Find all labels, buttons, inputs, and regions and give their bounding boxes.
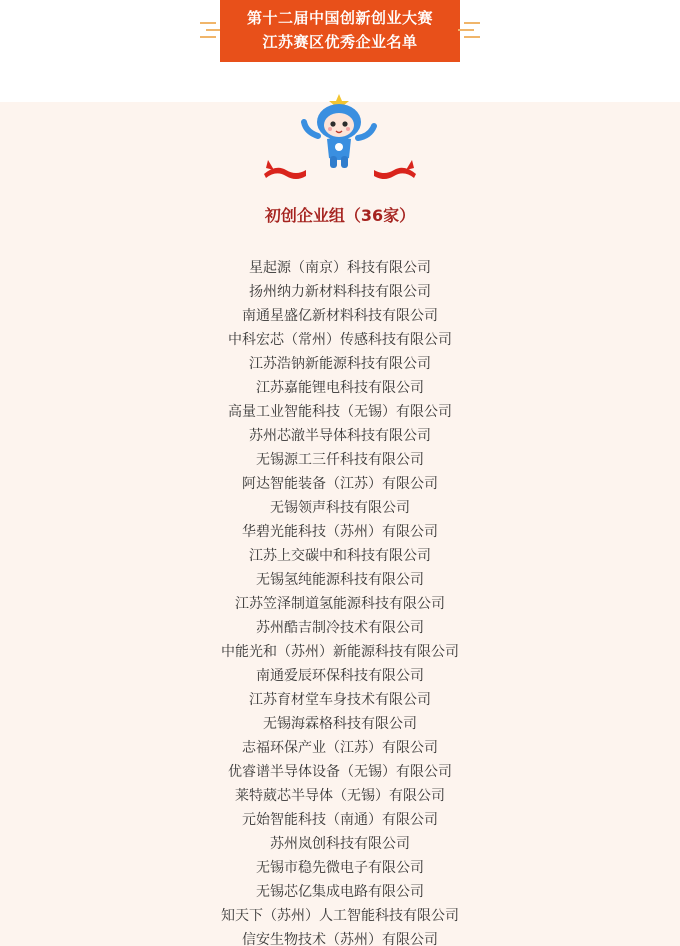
list-item: 无锡氢纯能源科技有限公司 bbox=[256, 572, 424, 588]
list-item: 元始智能科技（南通）有限公司 bbox=[242, 812, 438, 828]
list-item: 江苏浩钠新能源科技有限公司 bbox=[249, 356, 431, 372]
banner-deco-left-icon bbox=[200, 20, 222, 40]
ribbon-right-icon bbox=[372, 156, 418, 182]
list-item: 江苏育材堂车身技术有限公司 bbox=[249, 692, 431, 708]
list-item: 无锡市稳先微电子有限公司 bbox=[256, 860, 424, 876]
list-item: 江苏上交碳中和科技有限公司 bbox=[249, 548, 431, 564]
header-banner bbox=[220, 0, 460, 62]
list-item: 江苏嘉能锂电科技有限公司 bbox=[256, 380, 424, 396]
list-item: 中科宏芯（常州）传感科技有限公司 bbox=[228, 332, 452, 348]
list-item: 阿达智能装备（江苏）有限公司 bbox=[242, 476, 438, 492]
list-item: 苏州岚创科技有限公司 bbox=[270, 836, 410, 852]
group-heading: 初创企业组（36家） bbox=[264, 206, 416, 225]
banner-deco-right-icon bbox=[458, 20, 480, 40]
list-item: 知天下（苏州）人工智能科技有限公司 bbox=[221, 908, 459, 924]
banner-title-line2: 江苏赛区优秀企业名单 bbox=[262, 33, 418, 51]
list-item: 南通星盛亿新材料科技有限公司 bbox=[242, 308, 438, 324]
mascot-icon bbox=[296, 92, 382, 172]
list-item: 扬州纳力新材料科技有限公司 bbox=[249, 284, 431, 300]
list-item: 星起源（南京）科技有限公司 bbox=[249, 260, 431, 276]
header-banner-wrap bbox=[200, 0, 480, 64]
list-item: 高量工业智能科技（无锡）有限公司 bbox=[228, 404, 452, 420]
list-item: 优睿谱半导体设备（无锡）有限公司 bbox=[228, 764, 452, 780]
list-item: 志福环保产业（江苏）有限公司 bbox=[242, 740, 438, 756]
list-item: 信安生物技术（苏州）有限公司 bbox=[242, 932, 438, 946]
list-item: 无锡领声科技有限公司 bbox=[270, 500, 410, 516]
company-list bbox=[0, 256, 680, 946]
list-item: 华碧光能科技（苏州）有限公司 bbox=[242, 524, 438, 540]
list-item: 莱特葳芯半导体（无锡）有限公司 bbox=[235, 788, 445, 804]
list-item: 无锡源工三仟科技有限公司 bbox=[256, 452, 424, 468]
list-item: 江苏笠泽制道氢能源科技有限公司 bbox=[235, 596, 445, 612]
list-item: 无锡海霖格科技有限公司 bbox=[263, 716, 417, 732]
list-item: 苏州芯澈半导体科技有限公司 bbox=[249, 428, 431, 444]
list-item: 南通爱辰环保科技有限公司 bbox=[256, 668, 424, 684]
ribbon-left-icon bbox=[262, 156, 308, 182]
list-item: 中能光和（苏州）新能源科技有限公司 bbox=[221, 644, 459, 660]
list-item: 苏州酷吉制冷技术有限公司 bbox=[256, 620, 424, 636]
list-item: 无锡芯亿集成电路有限公司 bbox=[256, 884, 424, 900]
banner-title-line1: 第十二届中国创新创业大赛 bbox=[246, 9, 433, 27]
